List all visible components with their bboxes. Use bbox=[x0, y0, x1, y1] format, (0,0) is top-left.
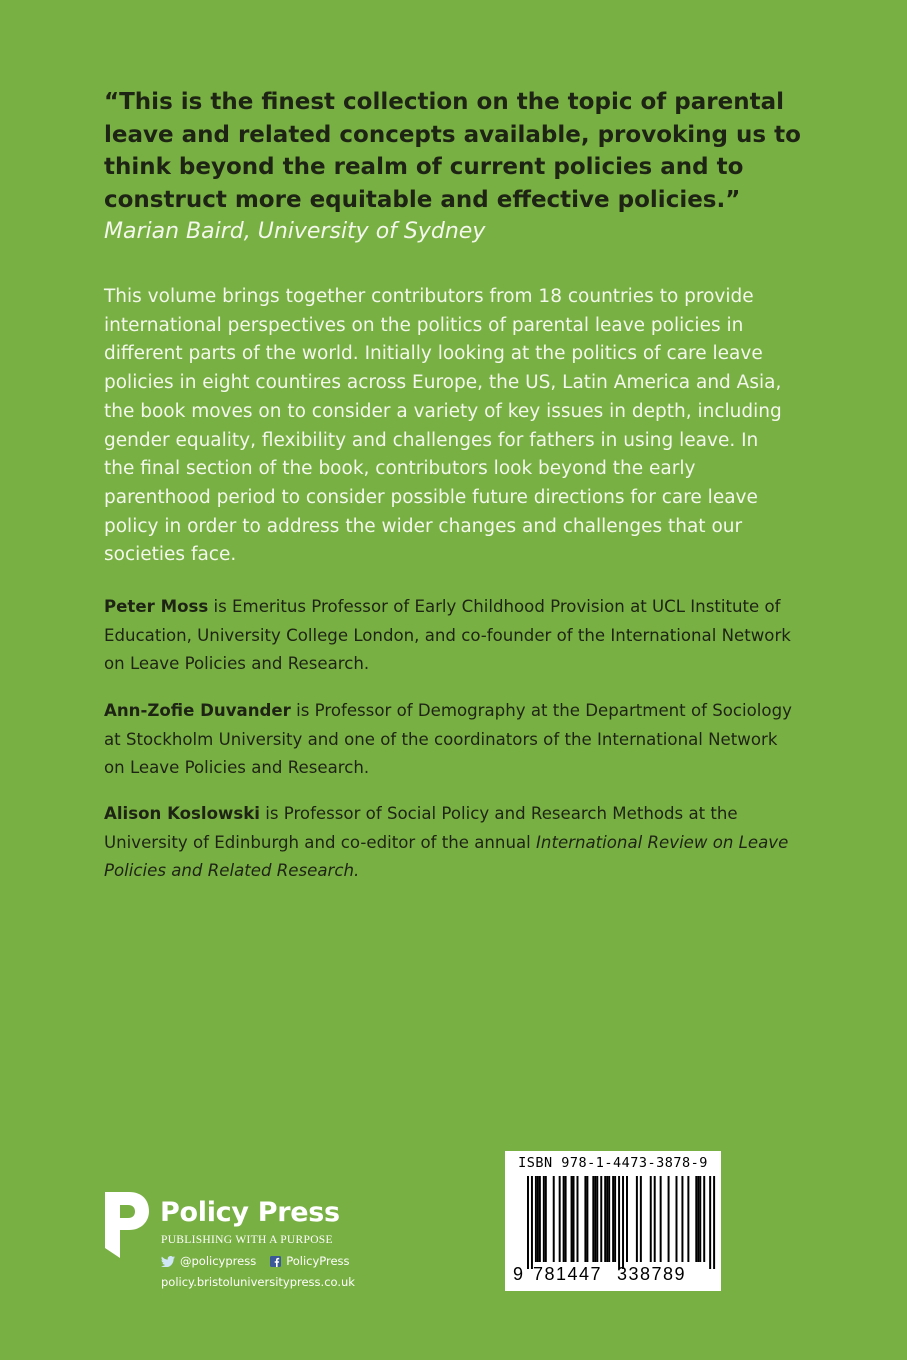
barcode-right-digits: 338789 bbox=[617, 1264, 687, 1284]
barcode-bar bbox=[563, 1176, 565, 1262]
barcode-bar bbox=[681, 1176, 683, 1262]
barcode-bar bbox=[614, 1176, 616, 1262]
barcode-bar bbox=[608, 1176, 610, 1262]
publisher-url[interactable]: policy.bristoluniversitypress.co.uk bbox=[161, 1275, 355, 1289]
editor-bio-2 bbox=[104, 697, 794, 783]
barcode-bar bbox=[612, 1176, 614, 1262]
barcode-bar bbox=[695, 1176, 697, 1262]
editor-name: Alison Koslowski bbox=[104, 804, 260, 823]
editor-bio-text: is Professor of Demography at the Department of Sociology at Stockholm University and one of the coordinators of the International Network on Leave Policies and Research. bbox=[104, 701, 792, 778]
barcode-left-digits: 781447 bbox=[533, 1264, 603, 1284]
editor-bio-1 bbox=[104, 593, 794, 679]
book-description: This volume brings together contributors from 18 countries to provide international perspectives on the politics of parental leave policies in different parts of the world. Initially looking at the politics of care leave policies in eight countires across Europe, the US, Latin America and Asia, the book moves on to consider a variety of key issues in depth, including gender equality, flexibility and challenges for fathers in using leave. In the final section of the book, contributors look beyond the early parenthood period to consider possible future directions for care leave policy in order to address the wider changes and challenges that our societies face. bbox=[104, 286, 782, 566]
endorsement-quote bbox=[104, 86, 804, 248]
barcode-bar bbox=[537, 1176, 539, 1262]
quote-text: “This is the finest collection on the topic of parental leave and related concepts available, provoking us to think beyond the realm of current policies and to construct more equitable and effective policies.” bbox=[104, 89, 801, 213]
barcode-bar bbox=[586, 1176, 588, 1262]
barcode-bar bbox=[650, 1176, 652, 1262]
barcode-bar bbox=[618, 1176, 620, 1269]
barcode-bar bbox=[545, 1176, 547, 1262]
barcode-bar bbox=[703, 1176, 705, 1262]
barcode-bar bbox=[592, 1176, 594, 1262]
barcode-bar bbox=[571, 1176, 573, 1262]
facebook-icon bbox=[270, 1256, 281, 1267]
barcode-bar bbox=[577, 1176, 579, 1262]
twitter-label: @policypress bbox=[180, 1254, 257, 1268]
publisher-name: Policy Press bbox=[160, 1197, 340, 1228]
barcode-bar bbox=[654, 1176, 656, 1262]
isbn-text: ISBN 978-1-4473-3878-9 bbox=[518, 1155, 708, 1171]
publisher-block bbox=[103, 1190, 403, 1300]
barcode-bar bbox=[687, 1176, 689, 1262]
editor-bio-text: is Professor of Social Policy and Research Methods at the University of Edinburgh and co-editor of the annual bbox=[104, 804, 738, 852]
barcode-bar bbox=[527, 1176, 529, 1269]
barcode-bar bbox=[559, 1176, 561, 1262]
barcode-bar bbox=[535, 1176, 537, 1262]
barcode-bar bbox=[668, 1176, 670, 1262]
barcode-bar bbox=[584, 1176, 586, 1262]
barcode-bar bbox=[539, 1176, 541, 1262]
barcode-bar bbox=[622, 1176, 624, 1269]
barcode-bar bbox=[676, 1176, 678, 1262]
twitter-handle[interactable] bbox=[161, 1254, 256, 1268]
editor-name: Ann-Zofie Duvander bbox=[104, 701, 291, 720]
barcode-bar bbox=[709, 1176, 711, 1269]
barcode-bar bbox=[596, 1176, 598, 1262]
editor-name: Peter Moss bbox=[104, 597, 209, 616]
editor-bio-3 bbox=[104, 800, 794, 886]
quote-attribution: Marian Baird, University of Sydney bbox=[104, 219, 486, 244]
barcode-bar bbox=[697, 1176, 699, 1262]
twitter-icon bbox=[161, 1256, 175, 1267]
isbn-barcode bbox=[505, 1151, 721, 1291]
barcode-bar bbox=[606, 1176, 608, 1262]
policy-press-logo-icon bbox=[103, 1190, 153, 1260]
barcode-bar bbox=[636, 1176, 638, 1262]
barcode-bar bbox=[660, 1176, 662, 1262]
barcode-bar bbox=[600, 1176, 602, 1262]
facebook-handle[interactable] bbox=[270, 1254, 349, 1268]
barcode-bar bbox=[565, 1176, 567, 1262]
barcode-bar bbox=[604, 1176, 606, 1262]
publisher-tagline: PUBLISHING WITH A PURPOSE bbox=[161, 1234, 333, 1246]
barcode-bar bbox=[594, 1176, 596, 1262]
barcode-bar bbox=[573, 1176, 575, 1262]
barcode-bar bbox=[699, 1176, 701, 1262]
barcode-bar bbox=[553, 1176, 555, 1262]
barcode-bar bbox=[640, 1176, 642, 1262]
editor-bio-text: is Emeritus Professor of Early Childhood Provision at UCL Institute of Education, University College London, and co-founder of the International Network on Leave Policies and Research. bbox=[104, 597, 791, 674]
facebook-label: PolicyPress bbox=[286, 1254, 350, 1268]
barcode-bar bbox=[626, 1176, 628, 1262]
barcode-bar bbox=[543, 1176, 545, 1262]
barcode-bar bbox=[713, 1176, 715, 1269]
publication-title: International Review on Leave Policies and Related Research. bbox=[104, 832, 789, 881]
publisher-social bbox=[161, 1254, 364, 1268]
barcode-lead-digit: 9 bbox=[513, 1264, 524, 1284]
barcode-bar bbox=[531, 1176, 533, 1269]
